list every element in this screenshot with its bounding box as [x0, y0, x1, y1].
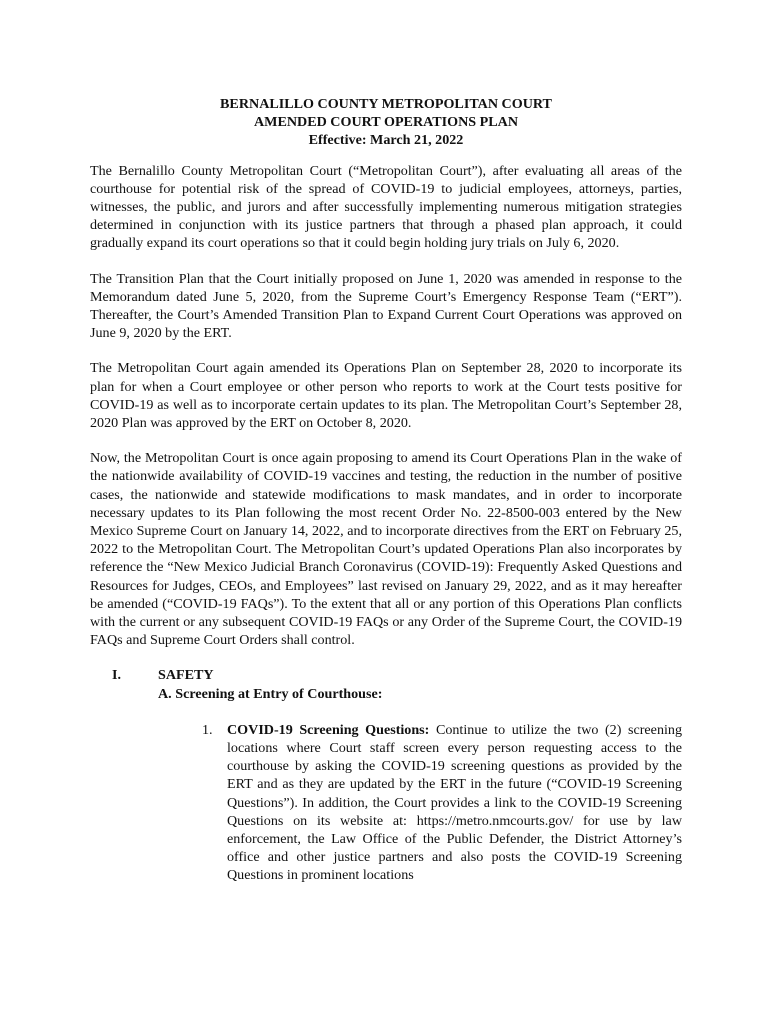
- list-item-text: Continue to utilize the two (2) screening locations where Court staff screen every person requesting access to the courthouse by asking the COVID-19 screening questions as provided by the ERT and as they are updated by the ERT in the future (“COVID-19 Screening Questions”). In addition, the Court provides a link to the COVID-19 Screening Questions on its website at: https://metro.nmcourts.gov/ for use by law enforcement, the Law Office of the Public Defender, the District Attorney’s office and other justice partners and also posts the COVID-19 Screening Questions in prominent locations: [227, 721, 682, 884]
- september-amendment-paragraph: The Metropolitan Court again amended its Operations Plan on September 28, 2020 to incorporate its plan for when a Court employee or other person who reports to work at the Court tests positive for COVID-19 as well as to incorporate certain updates to its plan. The Metropolitan Court’s September 28, 2020 Plan was approved by the ERT on October 8, 2020.: [90, 360, 682, 432]
- section-number: I.: [112, 667, 122, 684]
- document-page: [90, 95, 682, 885]
- transition-plan-paragraph: The Transition Plan that the Court initially proposed on June 1, 2020 was amended in response to the Memorandum dated June 5, 2020, from the Supreme Court’s Emergency Response Team (“ERT”). Thereafter, the Court’s Amended Transition Plan to Expand Current Court Operations was approved on June 9, 2020 by the ERT.: [90, 270, 682, 342]
- section-title: SAFETY: [158, 667, 214, 684]
- header-plan-title: AMENDED COURT OPERATIONS PLAN: [253, 114, 519, 131]
- current-amendment-paragraph: Now, the Metropolitan Court is once again proposing to amend its Court Operations Plan in the wake of the nationwide availability of COVID-19 vaccines and testing, the reduction in the number of positive cases, the nationwide and statewide modifications to mask mandates, and in order to incorporate necessary updates to its Plan following the most recent Order No. 22-8500-003 entered by the New Mexico Supreme Court on January 14, 2022, and to incorporate directives from the ERT on February 25, 2022 to the Metropolitan Court. The Metropolitan Court’s updated Operations Plan also incorporates by reference the “New Mexico Judicial Branch Coronavirus (COVID-19): Frequently Asked Questions and Resources for Judges, CEOs, and Employees” last revised on January 29, 2022, and as it may hereafter be amended (“COVID-19 FAQs”). To the extent that all or any portion of this Operations Plan conflicts with the current or any subsequent COVID-19 FAQs or any Order of the Supreme Court, the COVID-19 FAQs and Supreme Court Orders shall control.: [90, 450, 682, 649]
- header-effective-date: Effective: March 21, 2022: [308, 132, 464, 149]
- document-header: [90, 95, 682, 150]
- list-item-heading: COVID-19 Screening Questions:: [227, 721, 430, 738]
- intro-paragraph: The Bernalillo County Metropolitan Court (“Metropolitan Court”), after evaluating all areas of the courthouse for potential risk of the spread of COVID-19 to judicial employees, attorneys, parties, witnesses, the public, and jurors and after successfully implementing numerous mitigation strategies determined in conjunction with its justice partners that through a phased plan approach, it could gradually expand its court operations so that it could begin holding jury trials on July 6, 2020.: [90, 162, 682, 252]
- subsection-heading: A. Screening at Entry of Courthouse:: [158, 685, 383, 702]
- section-heading: [90, 666, 682, 684]
- header-court-name: BERNALILLO COUNTY METROPOLITAN COURT: [220, 96, 552, 112]
- list-item-number: 1.: [202, 721, 213, 738]
- list-item: [202, 721, 682, 885]
